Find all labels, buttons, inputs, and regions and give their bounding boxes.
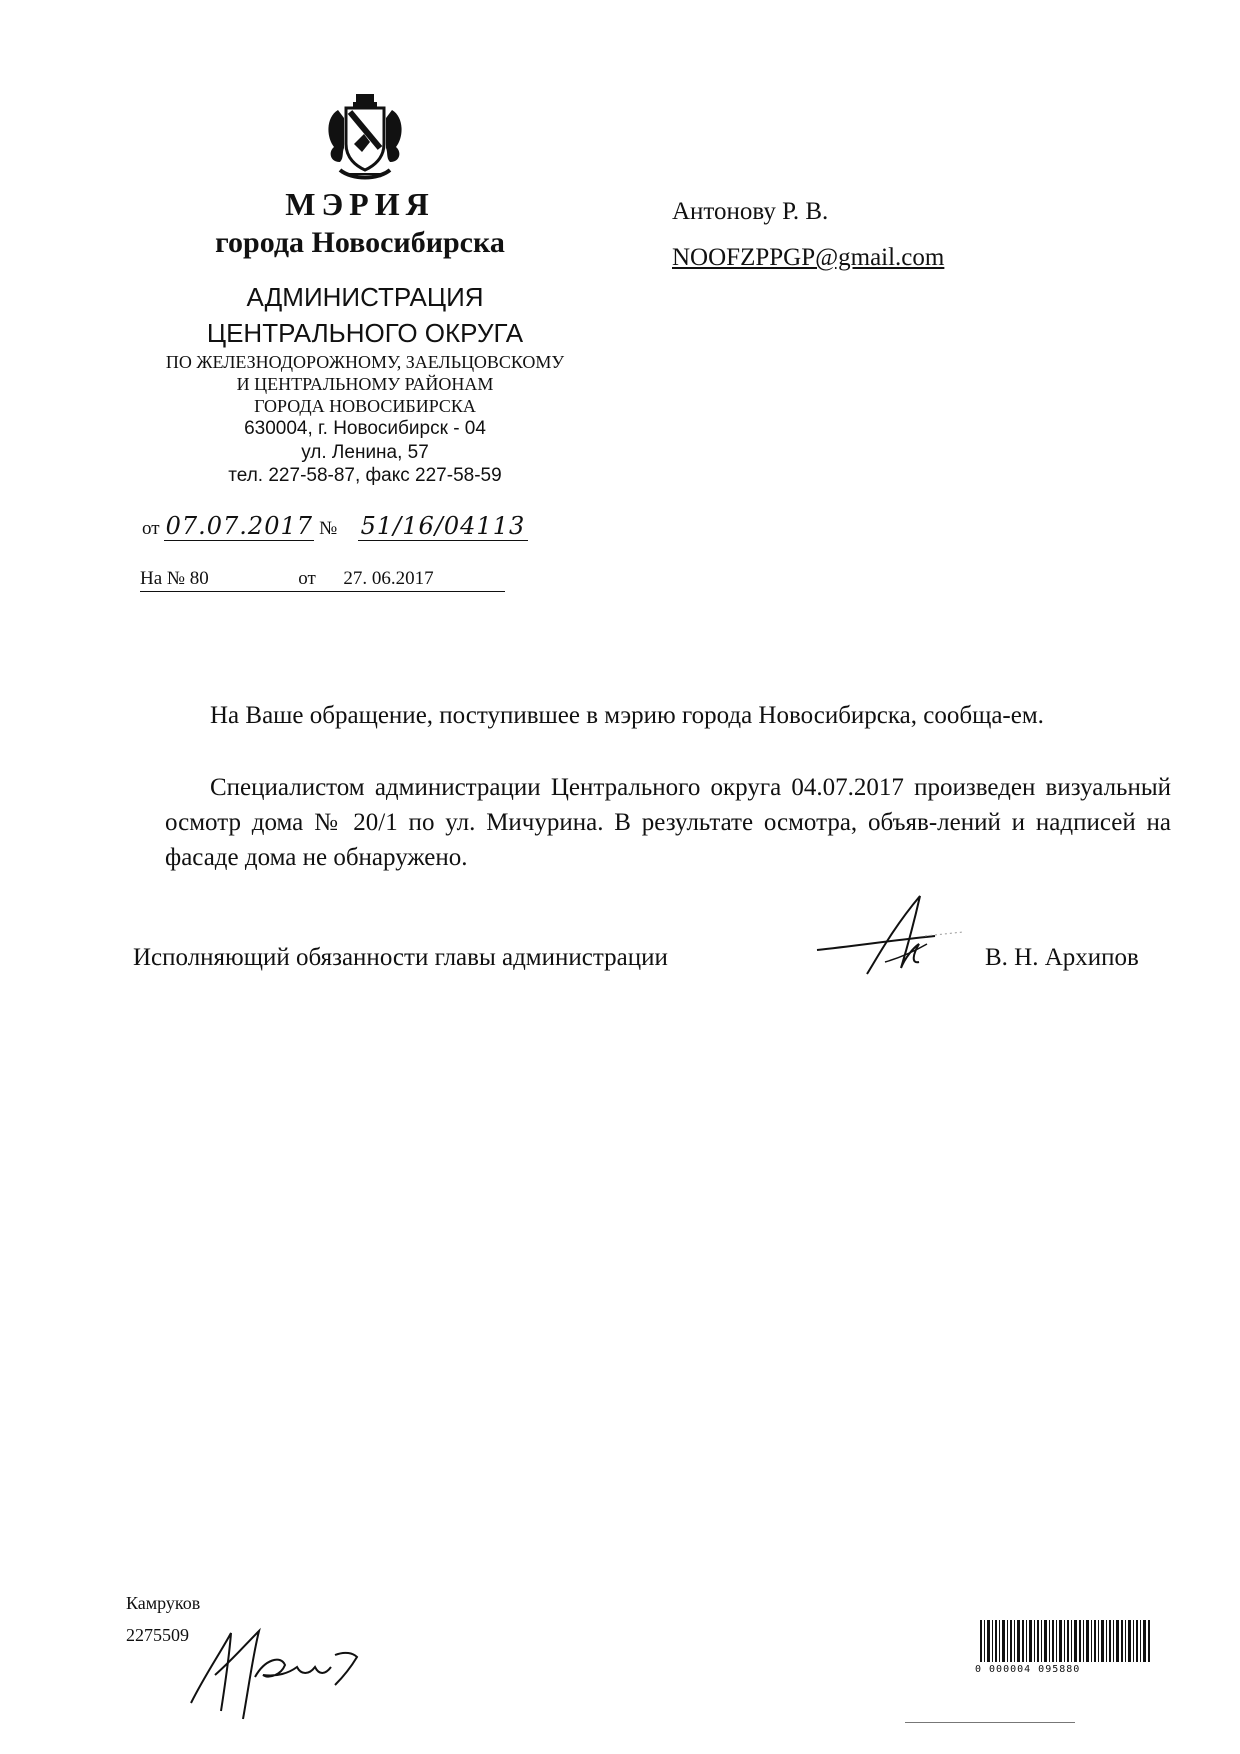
admin-district: ЦЕНТРАЛЬНОГО ОКРУГА	[206, 318, 524, 348]
reply-reference	[140, 568, 505, 592]
bottom-rule	[905, 1722, 1075, 1723]
executor-signature-icon	[185, 1615, 395, 1725]
executor-name: Камруков	[126, 1593, 201, 1613]
body-paragraph-1: На Ваше обращение, поступившее в мэрию города Новосибирска, сообща-ем.	[210, 702, 1044, 729]
barcode-number: 0 000004 095880	[975, 1664, 1081, 1675]
outgoing-number: 51/16/04113	[358, 512, 528, 541]
reply-number: 80	[189, 568, 209, 589]
coat-of-arms-icon	[320, 92, 410, 184]
admin-title: АДМИНИСТРАЦИЯ	[246, 282, 484, 312]
reply-from-label: от	[298, 568, 316, 589]
barcode-icon	[980, 1620, 1150, 1662]
outgoing-date: 07.07.2017	[165, 512, 314, 540]
recipient-email[interactable]: NOOFZPPGP@gmail.com	[672, 244, 945, 271]
from-label: от	[142, 518, 160, 539]
signer-position: Исполняющий обязанности главы администрации	[133, 944, 668, 971]
admin-districts-line3: ГОРОДА НОВОСИБИРСКА	[254, 396, 476, 416]
reply-date: 27. 06.2017	[343, 568, 434, 589]
reply-label: На	[140, 568, 163, 589]
mayor-title: МЭРИЯ	[285, 186, 435, 222]
recipient-name: Антонову Р. В.	[672, 198, 829, 225]
address-line1: 630004, г. Новосибирск - 04	[244, 418, 486, 439]
admin-districts-line1: ПО ЖЕЛЕЗНОДОРОЖНОМУ, ЗАЕЛЬЦОВСКОМУ	[165, 352, 565, 372]
signer-name: В. Н. Архипов	[985, 944, 1139, 971]
number-label: №	[319, 518, 338, 539]
address-line2: ул. Ленина, 57	[301, 442, 429, 463]
mayor-city: города Новосибирска	[215, 226, 505, 259]
body-paragraph-2: Специалистом администрации Центрального округа 04.07.2017 произведен визуальный осмотр дома № 20/1 по ул. Мичурина. В результате осмотра, объяв-лений и надписей на фасаде дома не обнаружено.	[165, 774, 1171, 871]
executor-phone: 2275509	[126, 1625, 189, 1645]
admin-districts-line2: И ЦЕНТРАЛЬНОМУ РАЙОНАМ	[236, 374, 494, 394]
handwritten-signature-icon	[815, 888, 965, 988]
phone-fax-line: тел. 227-58-87, факс 227-58-59	[228, 465, 502, 486]
outgoing-registration	[142, 512, 528, 541]
reply-number-label: №	[166, 568, 186, 589]
